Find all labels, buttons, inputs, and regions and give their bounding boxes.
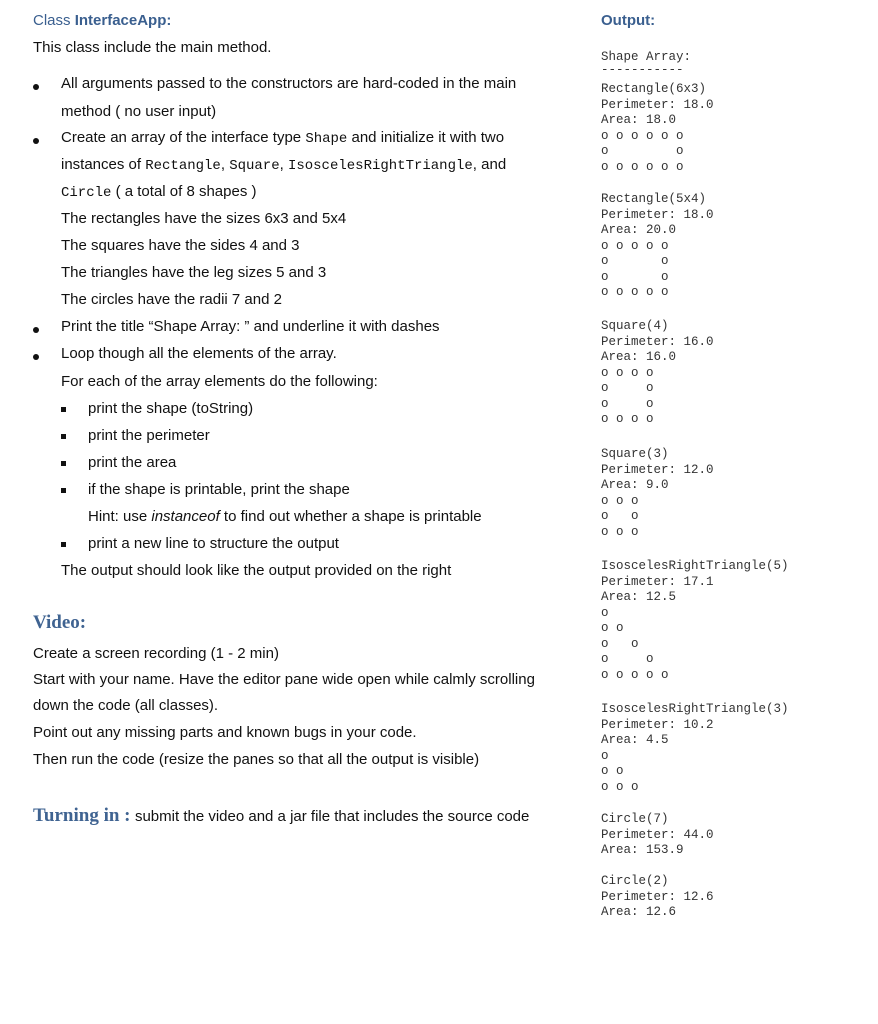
output-block-square-4: Square(4) Perimeter: 16.0 Area: 16.0 o o o o o o o o o o o o [601,319,714,426]
video-line-5: Then run the code (resize the panes so that all the output is visible) [33,751,480,768]
square-bullet-icon [61,434,66,439]
bullet-2-line-3: Circle ( a total of 8 shapes ) [61,183,257,201]
circle-radii: The circles have the radii 7 and 2 [61,291,282,308]
bullet-icon [33,354,39,360]
square-bullet-icon [61,407,66,412]
turning-in: Turning in : submit the video and a jar file that includes the source code [33,805,530,826]
sub-item-area: print the area [88,454,177,471]
video-line-2: Start with your name. Have the editor pane wide open while calmly scrolling [33,671,535,688]
sub-item-tostring: print the shape (toString) [88,400,254,417]
for-each-text: For each of the array elements do the following: [61,373,378,390]
video-line-1: Create a screen recording (1 - 2 min) [33,645,279,662]
output-block-circle-7: Circle(7) Perimeter: 44.0 Area: 153.9 [601,812,714,857]
hint-text: Hint: use instanceof to find out whether a shape is printable [88,508,482,525]
output-title: Output: [601,12,656,29]
output-block-triangle-5: IsoscelesRightTriangle(5) Perimeter: 17.1 Area: 12.5 o o o o o o o o o o o o [601,559,789,682]
rectangle-sizes: The rectangles have the sizes 6x3 and 5x4 [61,210,347,227]
triangle-legs: The triangles have the leg sizes 5 and 3 [61,264,327,281]
bullet-icon [33,138,39,144]
video-heading: Video: [33,612,87,633]
sub-item-printable: if the shape is printable, print the shape [88,481,350,498]
class-title: Class InterfaceApp: [33,12,172,29]
bullet-icon [33,327,39,333]
bullet-icon [33,84,39,90]
output-block-triangle-3: IsoscelesRightTriangle(3) Perimeter: 10.2 Area: 4.5 o o o o o o [601,702,789,794]
square-bullet-icon [61,461,66,466]
output-note: The output should look like the output provided on the right [61,562,452,579]
output-header: Shape Array: [601,50,692,64]
bullet-4: Loop though all the elements of the array. [61,345,337,362]
bullet-1-line-2: method ( no user input) [61,103,217,120]
square-sides: The squares have the sides 4 and 3 [61,237,300,254]
square-bullet-icon [61,542,66,547]
video-line-3: down the code (all classes). [33,697,219,714]
bullet-2-line-1: Create an array of the interface type Shape and initialize it with two [61,129,505,147]
bullet-1-line-1: All arguments passed to the constructors are hard-coded in the main [61,75,517,92]
sub-item-newline: print a new line to structure the output [88,535,339,552]
square-bullet-icon [61,488,66,493]
output-dashes: ----------- [601,63,684,77]
output-block-square-3: Square(3) Perimeter: 12.0 Area: 9.0 o o o o o o o o [601,447,714,539]
output-block-rectangle-5x4: Rectangle(5x4) Perimeter: 18.0 Area: 20.0 o o o o o o o o o o o o o o [601,192,714,299]
bullet-2-line-2: instances of Rectangle, Square, IsoscelesRightTriangle, and [61,156,507,174]
intro-text: This class include the main method. [33,39,272,56]
bullet-3: Print the title “Shape Array: ” and underline it with dashes [61,318,440,335]
sub-item-perimeter: print the perimeter [88,427,210,444]
video-line-4: Point out any missing parts and known bugs in your code. [33,724,417,741]
output-block-rectangle-6x3: Rectangle(6x3) Perimeter: 18.0 Area: 18.0 o o o o o o o o o o o o o o [601,82,714,174]
output-block-circle-2: Circle(2) Perimeter: 12.6 Area: 12.6 [601,874,714,919]
